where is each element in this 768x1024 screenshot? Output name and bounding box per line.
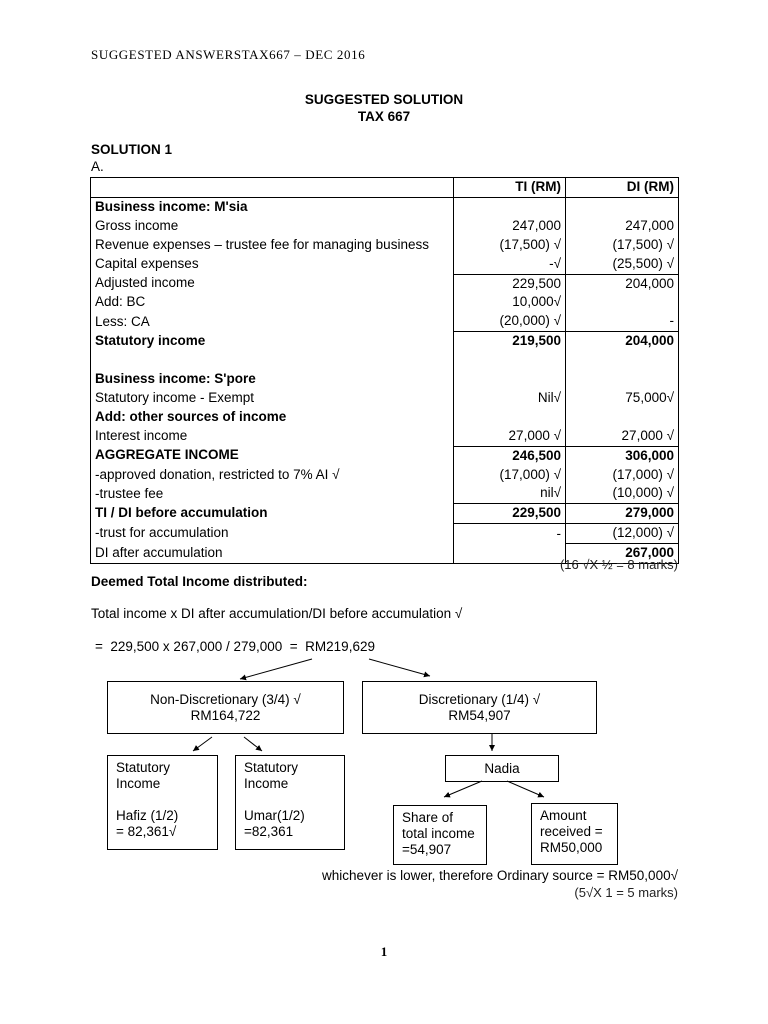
- di-value: 75,000√: [566, 389, 679, 408]
- row-label: Gross income: [95, 217, 179, 233]
- calculation-text: = 229,500 x 267,000 / 279,000 = RM219,629: [95, 639, 375, 654]
- marks-note-2: (5√X 1 = 5 marks): [574, 885, 678, 900]
- di-value: 267,000: [566, 544, 679, 564]
- row-label: Business income: M'sia: [95, 198, 248, 214]
- row-label: Revenue expenses – trustee fee for managing business: [95, 236, 429, 252]
- row-label: Add: other sources of income: [95, 408, 287, 424]
- formula-text: Total income x DI after accumulation/DI before accumulation √: [91, 606, 463, 621]
- part-label: A.: [91, 159, 104, 174]
- arrow-to-amount: [507, 781, 544, 797]
- row-label: Capital expenses: [95, 255, 199, 271]
- row-label: Less: CA: [95, 313, 150, 329]
- ti-value: -: [454, 524, 566, 544]
- di-value: 247,000: [566, 217, 679, 236]
- row-label: -trust for accumulation: [95, 525, 229, 541]
- ti-value: (17,000) √: [454, 466, 566, 485]
- row-label: -approved donation, restricted to 7% AI √: [95, 466, 340, 482]
- discretionary-box: Discretionary (1/4) √ RM54,907: [362, 681, 597, 734]
- arrow-to-discretionary: [369, 659, 430, 676]
- di-value: (25,500) √: [566, 255, 679, 274]
- row-label: Statutory income: [95, 333, 206, 348]
- page-number: 1: [380, 944, 388, 959]
- solution-heading: SOLUTION 1: [91, 142, 173, 157]
- di-value: (12,000) √: [566, 524, 679, 544]
- arrow-to-hafiz: [193, 737, 212, 751]
- document-subtitle: TAX 667: [357, 109, 411, 124]
- di-value: 279,000: [566, 504, 679, 524]
- row-label: Adjusted income: [95, 275, 195, 291]
- row-label: Statutory income - Exempt: [95, 389, 255, 405]
- deemed-heading: Deemed Total Income distributed:: [91, 574, 308, 589]
- ti-value: -√: [454, 255, 566, 274]
- di-value: 204,000: [566, 332, 679, 351]
- row-label: TI / DI before accumulation: [95, 505, 268, 521]
- row-label: -trustee fee: [95, 485, 164, 501]
- hafiz-box: Statutory Income Hafiz (1/2) = 82,361√: [107, 755, 218, 850]
- document-title: SUGGESTED SOLUTION: [304, 92, 464, 107]
- share-box: Share of total income =54,907: [393, 805, 487, 865]
- ti-value: (20,000) √: [454, 312, 566, 331]
- ti-value: (17,500) √: [454, 236, 566, 255]
- marks-note-1: (16 √X ½ = 8 marks): [559, 557, 678, 572]
- di-value: 204,000: [566, 274, 679, 293]
- nadia-box: Nadia: [445, 755, 559, 782]
- di-value: 306,000: [566, 446, 679, 465]
- document-header: SUGGESTED ANSWERSTAX667 – DEC 2016: [91, 47, 366, 62]
- di-value: (17,000) √: [566, 466, 679, 485]
- row-label: Business income: S'pore: [95, 371, 256, 387]
- ti-value: 246,500: [454, 446, 566, 465]
- arrow-to-share: [444, 781, 482, 797]
- arrow-to-umar: [244, 737, 262, 751]
- ti-value: 219,500: [454, 332, 566, 351]
- di-value: -: [566, 312, 679, 331]
- ti-value: 229,500: [454, 274, 566, 293]
- row-label: Add: BC: [95, 294, 146, 310]
- conclusion-text: whichever is lower, therefore Ordinary source = RM50,000√: [322, 868, 678, 883]
- non-discretionary-box: Non-Discretionary (3/4) √ RM164,722: [107, 681, 344, 734]
- row-label: AGGREGATE INCOME: [95, 447, 239, 463]
- amount-box: Amount received = RM50,000: [531, 803, 618, 865]
- ti-value: 247,000: [454, 217, 566, 236]
- column-header-di: DI (RM): [566, 178, 679, 198]
- ti-value: 229,500: [454, 504, 566, 524]
- umar-box: Statutory Income Umar(1/2) =82,361: [235, 755, 345, 850]
- arrow-to-non-discretionary: [240, 659, 312, 679]
- di-value: (10,000) √: [566, 484, 679, 503]
- di-value: 27,000 √: [566, 427, 679, 446]
- row-label: Interest income: [95, 428, 188, 444]
- ti-value: 27,000 √: [454, 427, 566, 446]
- column-header-ti: TI (RM): [454, 178, 566, 198]
- row-label: DI after accumulation: [95, 544, 223, 560]
- ti-value: nil√: [454, 484, 566, 503]
- ti-value: 10,000√: [454, 293, 566, 312]
- di-value: (17,500) √: [566, 236, 679, 255]
- ti-value: Nil√: [454, 389, 566, 408]
